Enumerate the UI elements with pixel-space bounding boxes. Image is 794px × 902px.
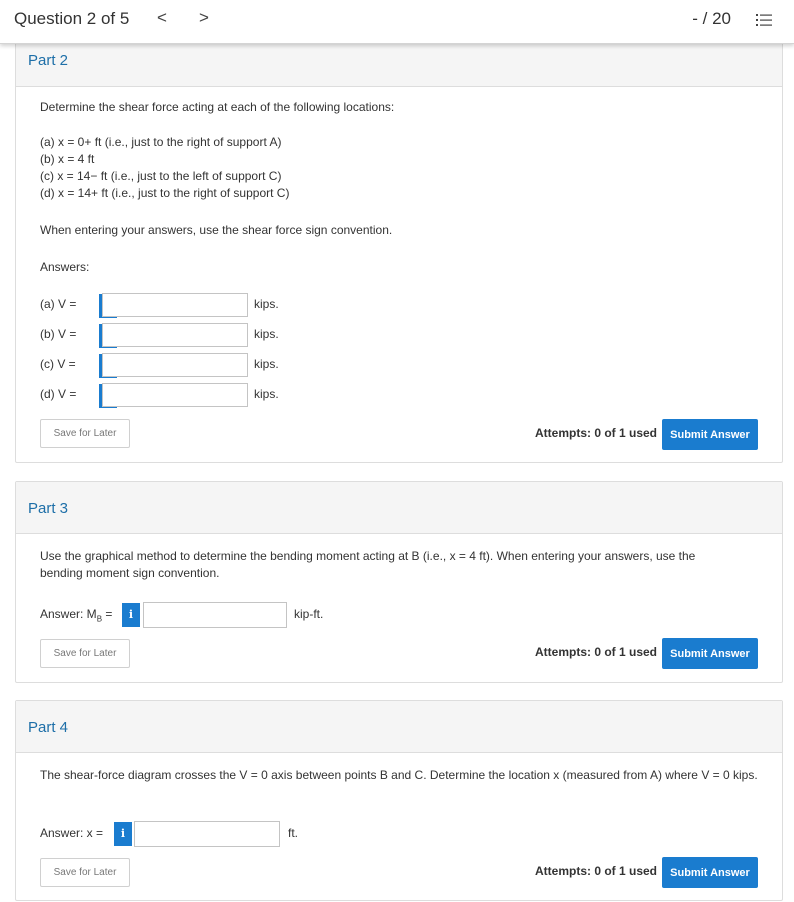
part2-panel bbox=[15, 34, 783, 463]
part2-save-button[interactable]: Save for Later bbox=[40, 419, 130, 448]
part4-prompt: The shear-force diagram crosses the V = 0 axis between points B and C. Determine the location x (measured from A) where V = 0 kips. bbox=[40, 768, 758, 782]
answer-a-input[interactable] bbox=[102, 293, 248, 317]
part3-title: Part 3 bbox=[28, 500, 69, 517]
question-counter: Question 2 of 5 bbox=[14, 9, 130, 28]
answer-d-unit: kips. bbox=[254, 387, 279, 401]
answer-c-label: (c) V = bbox=[40, 357, 76, 371]
part3-save-button[interactable]: Save for Later bbox=[40, 639, 130, 668]
part3-prompt: Use the graphical method to determine the bending moment acting at B (i.e., x = 4 ft). When entering your answers, use the bending moment sign convention. bbox=[40, 549, 696, 580]
answer-b-label: (b) V = bbox=[40, 327, 77, 341]
part2-item-c: (c) x = 14− ft (i.e., just to the left of support C) bbox=[40, 169, 282, 183]
part4-answer-label: Answer: x = bbox=[40, 826, 104, 840]
part4-attempts: Attempts: 0 of 1 used bbox=[535, 864, 658, 878]
part4-save-button[interactable]: Save for Later bbox=[40, 858, 130, 887]
part4-info-icon[interactable]: i bbox=[114, 822, 132, 846]
part3-unit: kip-ft. bbox=[294, 607, 324, 621]
part4-unit: ft. bbox=[288, 826, 299, 840]
score-display: - / 20 bbox=[692, 9, 731, 28]
part2-item-a: (a) x = 0+ ft (i.e., just to the right of support A) bbox=[40, 135, 282, 149]
part4-answer-input[interactable] bbox=[134, 821, 280, 847]
part3-answer-label bbox=[40, 607, 112, 623]
question-list-icon[interactable] bbox=[756, 12, 772, 28]
part2-convention: When entering your answers, use the shear force sign convention. bbox=[40, 223, 393, 237]
answer-c-input[interactable] bbox=[102, 353, 248, 377]
part3-panel bbox=[15, 481, 783, 683]
part2-submit-button[interactable]: Submit Answer bbox=[662, 419, 758, 450]
answer-d-input[interactable] bbox=[102, 383, 248, 407]
next-question-button[interactable]: > bbox=[199, 8, 209, 27]
answer-c-unit: kips. bbox=[254, 357, 279, 371]
part2-title: Part 2 bbox=[28, 52, 69, 69]
part4-header bbox=[16, 701, 782, 753]
part3-answer-input[interactable] bbox=[143, 602, 287, 628]
part3-answer-prefix: Answer: M bbox=[40, 607, 97, 621]
part2-prompt: Determine the shear force acting at each of the following locations: bbox=[40, 100, 395, 114]
part4-submit-button[interactable]: Submit Answer bbox=[662, 857, 758, 888]
part3-answer-subscript: B bbox=[96, 614, 103, 624]
part4-panel bbox=[15, 700, 783, 901]
part3-attempts: Attempts: 0 of 1 used bbox=[535, 645, 658, 659]
part4-title: Part 4 bbox=[28, 719, 69, 736]
answer-a-unit: kips. bbox=[254, 297, 279, 311]
part2-item-d: (d) x = 14+ ft (i.e., just to the right of support C) bbox=[40, 186, 290, 200]
answer-d-label: (d) V = bbox=[40, 387, 77, 401]
part3-header bbox=[16, 482, 782, 534]
part2-answers-label: Answers: bbox=[40, 260, 90, 274]
part2-item-b: (b) x = 4 ft bbox=[40, 152, 95, 166]
previous-question-button[interactable]: < bbox=[157, 8, 167, 27]
answer-b-input[interactable] bbox=[102, 323, 248, 347]
question-header bbox=[0, 0, 794, 44]
answer-a-label: (a) V = bbox=[40, 297, 77, 311]
answer-b-unit: kips. bbox=[254, 327, 279, 341]
part2-attempts: Attempts: 0 of 1 used bbox=[535, 426, 658, 440]
part3-answer-eq: = bbox=[102, 607, 113, 621]
part3-submit-button[interactable]: Submit Answer bbox=[662, 638, 758, 669]
part3-info-icon[interactable]: i bbox=[122, 603, 140, 627]
